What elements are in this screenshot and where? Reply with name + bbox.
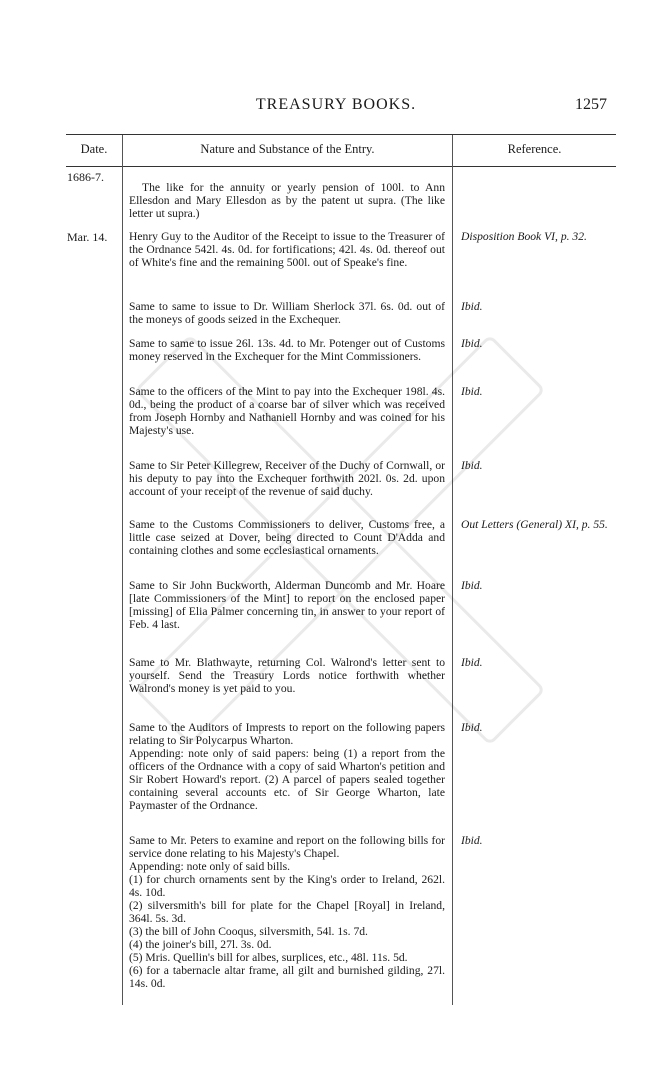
entry-reference: Disposition Book VI, p. 32. [461,230,587,243]
entry-reference: Ibid. [461,300,483,313]
entry-text: Same to Mr. Peters to examine and report on the following bills for service done relating to his Majesty's Chapel. Appending: note only of said bills. (1) for church ornaments sent by the King's order to Ireland, 262l. 4s. 10d. (2) silversmith's bill for plate for the Chapel [Royal] in Ireland, 364l. 5s. 3d. (3) the bill of John Cooqus, silversmith, 54l. 1s. 7d. (4) the joiner's bill, 27l. 3s. 0d. (5) Mris. Quellin's bill for albes, surplices, etc., 48l. 11s. 5d. (6) for a tabernacle altar frame, all gilt and burnished gilding, 27l. 14s. 0d. [129,834,445,990]
column-divider-ref [452,135,453,1005]
list-item: (6) for a tabernacle altar frame, all gilt and burnished gilding, 27l. 14s. 0d. [129,964,445,990]
column-header-date: Date. [80,142,108,156]
entry-text: Same to same to issue to Dr. William Sherlock 37l. 6s. 0d. out of the moneys of goods seized in the Exchequer. [129,300,445,326]
table-header-rule [66,166,616,167]
entry-reference: Ibid. [461,579,483,592]
entry-text: Same to Mr. Blathwayte, returning Col. Walrond's letter sent to yourself. Send the Treasury Lords notice forthwith whether Walrond's money is yet paid to you. [129,656,445,695]
entry-reference: Ibid. [461,337,483,350]
entry-text: Same to the Customs Commissioners to deliver, Customs free, a little case seized at Dover, being directed to Count D'Adda and containing clothes and some ecclesiastical ornaments. [129,518,445,557]
list-item: (5) Mris. Quellin's bill for albes, surplices, etc., 48l. 11s. 5d. [129,951,408,964]
page-number: 1257 [575,96,607,113]
entry-text: Same to Sir John Buckworth, Alderman Duncomb and Mr. Hoare [late Commissioners of the Mint] to report on the enclosed paper [missing] of Elia Palmer concerning tin, in answer to your report of Feb. 4 last. [129,579,445,631]
table-top-rule [66,134,616,135]
list-item: (1) for church ornaments sent by the King's order to Ireland, 262l. 4s. 10d. [129,873,445,899]
entry-text: Same to the Auditors of Imprests to report on the following papers relating to Sir Polycarpus Wharton. Appending: note only of said papers: being (1) a report from the officers of the Ordnance with a copy of said Wharton's petition and Sir Robert Howard's report. (2) A parcel of papers sealed together containing several accounts etc. of Sir George Wharton, late Paymaster of the Ordnance. [129,721,445,812]
list-item: (2) silversmith's bill for plate for the Chapel [Royal] in Ireland, 364l. 5s. 3d. [129,899,445,925]
entry-reference: Ibid. [461,656,483,669]
entry-text: The like for the annuity or yearly pension of 100l. to Ann Ellesdon and Mary Ellesdon as by the patent ut supra. (The like letter ut supra.) [129,181,445,220]
entry-text: Same to the officers of the Mint to pay into the Exchequer 198l. 4s. 0d., being the product of a coarse bar of silver which was received from Joseph Hornby and Nathaniell Hornby and was coined for his Majesty's use. [129,385,445,437]
column-header-reference: Reference. [507,142,562,156]
entry-reference: Ibid. [461,721,483,734]
entry-text: Same to same to issue 26l. 13s. 4d. to Mr. Potenger out of Customs money reserved in the Exchequer for the Mint Commissioners. [129,337,445,363]
entry-reference: Ibid. [461,459,483,472]
entry-date: 1686-7. [67,170,104,184]
entry-reference: Out Letters (General) XI, p. 55. [461,518,608,531]
running-title: TREASURY BOOKS. [255,96,417,113]
entry-text: Same to Sir Peter Killegrew, Receiver of the Duchy of Cornwall, or his deputy to pay into the Exchequer forthwith 202l. 0s. 2d. upon account of your receipt of the revenue of said duchy. [129,459,445,498]
column-header-nature: Nature and Substance of the Entry. [200,142,375,156]
column-divider-date [122,135,123,1005]
entry-reference: Ibid. [461,385,483,398]
entry-date: Mar. 14. [67,230,108,244]
entry-text: Henry Guy to the Auditor of the Receipt to issue to the Treasurer of the Ordnance 542l. 4s. 0d. for fortifications; 42l. 4s. 0d. thereof out of White's fine and the remaining 500l. out of Speake's fine. [129,230,445,269]
entry-reference: Ibid. [461,834,483,847]
list-item: (4) the joiner's bill, 27l. 3s. 0d. [129,938,272,951]
list-item: (3) the bill of John Cooqus, silversmith, 54l. 1s. 7d. [129,925,368,938]
